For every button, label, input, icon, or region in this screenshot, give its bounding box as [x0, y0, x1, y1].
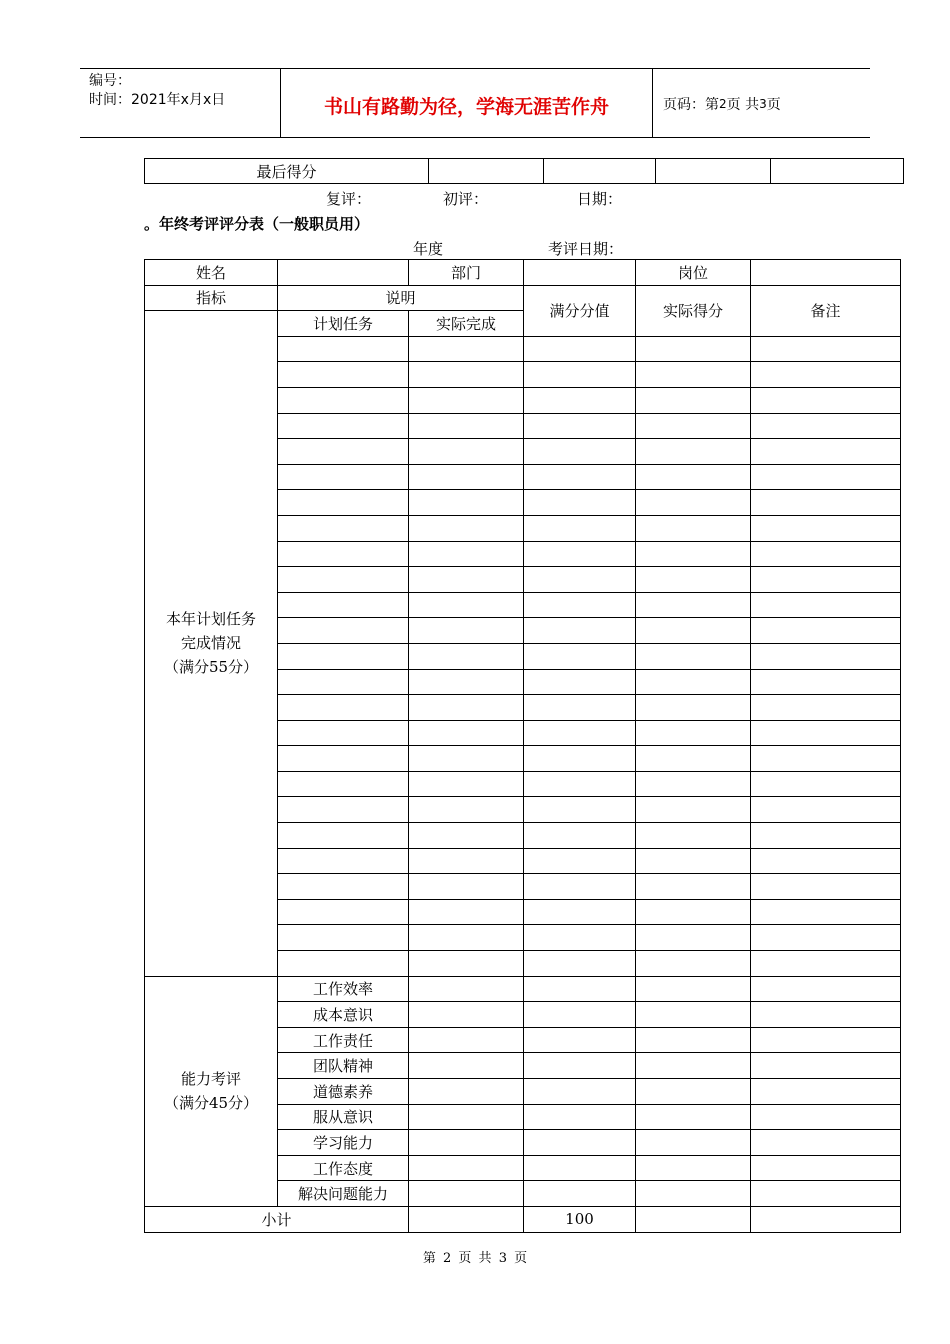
remark-cell[interactable]	[751, 1155, 901, 1181]
remark-cell[interactable]	[751, 515, 901, 541]
actual-score-cell[interactable]	[636, 1130, 751, 1156]
full-score-label: 满分分值	[524, 285, 636, 336]
actual-done-cell[interactable]	[409, 1155, 524, 1181]
remark-cell[interactable]	[751, 1079, 901, 1105]
planned-task-cell[interactable]	[278, 643, 409, 669]
remark-cell[interactable]	[751, 1002, 901, 1028]
planned-task-cell[interactable]	[278, 362, 409, 388]
planned-task-cell[interactable]	[278, 720, 409, 746]
full-score-cell[interactable]	[524, 1079, 636, 1105]
planned-task-cell[interactable]	[278, 823, 409, 849]
remark-cell[interactable]	[751, 1181, 901, 1207]
full-score-cell[interactable]	[524, 1053, 636, 1079]
actual-done-cell[interactable]	[409, 669, 524, 695]
final-score-cell[interactable]	[544, 159, 656, 184]
actual-score-cell[interactable]	[636, 1104, 751, 1130]
remark-cell[interactable]	[751, 413, 901, 439]
actual-score-cell[interactable]	[636, 336, 751, 362]
actual-done-cell[interactable]	[409, 387, 524, 413]
actual-done-cell[interactable]	[409, 490, 524, 516]
planned-task-cell[interactable]	[278, 848, 409, 874]
task-section-label: 本年计划任务 完成情况 （满分55分）	[145, 311, 278, 976]
subtotal-actual-cell[interactable]	[636, 1206, 751, 1232]
actual-done-label: 实际完成	[409, 311, 524, 337]
planned-task-cell[interactable]	[278, 771, 409, 797]
indicator-label: 指标	[145, 285, 278, 311]
actual-score-cell[interactable]	[636, 643, 751, 669]
full-score-cell[interactable]	[524, 823, 636, 849]
remark-cell[interactable]	[751, 1027, 901, 1053]
actual-done-cell[interactable]	[409, 515, 524, 541]
date-label: 日期：	[577, 190, 623, 208]
actual-score-cell[interactable]	[636, 669, 751, 695]
actual-score-cell[interactable]	[636, 413, 751, 439]
final-score-table	[144, 158, 904, 184]
remark-cell[interactable]	[751, 1130, 901, 1156]
full-score-cell[interactable]	[524, 925, 636, 951]
full-score-cell[interactable]	[524, 618, 636, 644]
planned-task-cell[interactable]	[278, 695, 409, 721]
actual-done-cell[interactable]	[409, 1104, 524, 1130]
planned-task-cell[interactable]	[278, 797, 409, 823]
remark-cell[interactable]	[751, 848, 901, 874]
planned-task-cell[interactable]	[278, 515, 409, 541]
ability-item-label: 学习能力	[278, 1130, 409, 1156]
full-score-cell[interactable]	[524, 362, 636, 388]
actual-score-cell[interactable]	[636, 720, 751, 746]
actual-score-cell[interactable]	[636, 1155, 751, 1181]
planned-task-cell[interactable]	[278, 874, 409, 900]
actual-score-cell[interactable]	[636, 592, 751, 618]
actual-score-cell[interactable]	[636, 797, 751, 823]
actual-done-cell[interactable]	[409, 362, 524, 388]
full-score-cell[interactable]	[524, 336, 636, 362]
remark-cell[interactable]	[751, 490, 901, 516]
full-score-cell[interactable]	[524, 490, 636, 516]
actual-score-cell[interactable]	[636, 567, 751, 593]
remark-cell[interactable]	[751, 797, 901, 823]
remark-cell[interactable]	[751, 464, 901, 490]
dept-label: 部门	[409, 260, 524, 286]
actual-score-cell[interactable]	[636, 899, 751, 925]
actual-done-cell[interactable]	[409, 413, 524, 439]
remark-cell[interactable]	[751, 899, 901, 925]
full-score-cell[interactable]	[524, 592, 636, 618]
actual-done-cell[interactable]	[409, 439, 524, 465]
page-footer: 第 2 页 共 3 页	[422, 1251, 528, 1266]
ability-item-label: 解决问题能力	[278, 1181, 409, 1207]
evaluation-table	[144, 259, 901, 1233]
ability-item-label: 工作效率	[278, 976, 409, 1002]
actual-done-cell[interactable]	[409, 1079, 524, 1105]
planned-task-cell[interactable]	[278, 669, 409, 695]
full-score-cell[interactable]	[524, 720, 636, 746]
dept-input-cell[interactable]	[524, 260, 636, 286]
post-input-cell[interactable]	[751, 260, 901, 286]
planned-task-label: 计划任务	[278, 311, 409, 337]
form-title: 。年终考评评分表（一般职员用）	[144, 215, 370, 233]
ability-item-label: 工作态度	[278, 1155, 409, 1181]
actual-score-label: 实际得分	[636, 285, 751, 336]
page-header	[80, 68, 870, 138]
ability-item-label: 道德素养	[278, 1079, 409, 1105]
full-score-cell[interactable]	[524, 567, 636, 593]
remark-cell[interactable]	[751, 643, 901, 669]
remark-cell[interactable]	[751, 771, 901, 797]
subtotal-remark-cell[interactable]	[751, 1206, 901, 1232]
actual-done-cell[interactable]	[409, 823, 524, 849]
remark-cell[interactable]	[751, 439, 901, 465]
planned-task-cell[interactable]	[278, 746, 409, 772]
full-score-cell[interactable]	[524, 874, 636, 900]
actual-done-cell[interactable]	[409, 771, 524, 797]
final-score-cell[interactable]	[771, 159, 904, 184]
full-score-cell[interactable]	[524, 695, 636, 721]
actual-done-cell[interactable]	[409, 1053, 524, 1079]
name-label: 姓名	[145, 260, 278, 286]
actual-done-cell[interactable]	[409, 848, 524, 874]
table-row	[145, 976, 901, 1002]
actual-score-cell[interactable]	[636, 362, 751, 388]
actual-done-cell[interactable]	[409, 1130, 524, 1156]
actual-score-cell[interactable]	[636, 387, 751, 413]
actual-done-cell[interactable]	[409, 592, 524, 618]
full-score-cell[interactable]	[524, 1027, 636, 1053]
remark-cell[interactable]	[751, 336, 901, 362]
actual-score-cell[interactable]	[636, 464, 751, 490]
actual-score-cell[interactable]	[636, 1079, 751, 1105]
planned-task-cell[interactable]	[278, 490, 409, 516]
subtotal-cell[interactable]	[409, 1206, 524, 1232]
actual-done-cell[interactable]	[409, 567, 524, 593]
actual-score-cell[interactable]	[636, 874, 751, 900]
final-score-label: 最后得分	[145, 159, 429, 184]
planned-task-cell[interactable]	[278, 592, 409, 618]
planned-task-cell[interactable]	[278, 541, 409, 567]
full-score-cell[interactable]	[524, 1155, 636, 1181]
remark-cell[interactable]	[751, 592, 901, 618]
serial-label: 编号：	[89, 73, 131, 89]
actual-score-cell[interactable]	[636, 823, 751, 849]
actual-done-cell[interactable]	[409, 541, 524, 567]
full-score-cell[interactable]	[524, 439, 636, 465]
actual-score-cell[interactable]	[636, 439, 751, 465]
actual-score-cell[interactable]	[636, 1027, 751, 1053]
actual-score-cell[interactable]	[636, 695, 751, 721]
planned-task-cell[interactable]	[278, 899, 409, 925]
full-score-cell[interactable]	[524, 413, 636, 439]
full-score-cell[interactable]	[524, 515, 636, 541]
actual-done-cell[interactable]	[409, 464, 524, 490]
planned-task-cell[interactable]	[278, 413, 409, 439]
full-score-cell[interactable]	[524, 669, 636, 695]
actual-score-cell[interactable]	[636, 746, 751, 772]
remark-cell[interactable]	[751, 541, 901, 567]
remark-cell[interactable]	[751, 387, 901, 413]
actual-done-cell[interactable]	[409, 618, 524, 644]
actual-done-cell[interactable]	[409, 1002, 524, 1028]
actual-score-cell[interactable]	[636, 1181, 751, 1207]
remark-cell[interactable]	[751, 1104, 901, 1130]
review-label: 复评：	[326, 190, 372, 208]
ability-item-label: 成本意识	[278, 1002, 409, 1028]
ability-item-label: 工作责任	[278, 1027, 409, 1053]
full-score-cell[interactable]	[524, 848, 636, 874]
actual-done-cell[interactable]	[409, 1027, 524, 1053]
remark-cell[interactable]	[751, 746, 901, 772]
final-score-cell[interactable]	[656, 159, 771, 184]
remark-cell[interactable]	[751, 823, 901, 849]
initial-review-label: 初评：	[443, 190, 489, 208]
actual-score-cell[interactable]	[636, 951, 751, 977]
actual-score-cell[interactable]	[636, 490, 751, 516]
full-score-cell[interactable]	[524, 899, 636, 925]
full-score-cell[interactable]	[524, 746, 636, 772]
actual-done-cell[interactable]	[409, 874, 524, 900]
planned-task-cell[interactable]	[278, 951, 409, 977]
actual-score-cell[interactable]	[636, 541, 751, 567]
remark-label: 备注	[751, 285, 901, 336]
actual-done-cell[interactable]	[409, 643, 524, 669]
subtotal-full-score: 100	[524, 1206, 636, 1232]
header-page-info: 页码：第 2 页 共 3 页	[663, 97, 781, 113]
remark-cell[interactable]	[751, 362, 901, 388]
remark-cell[interactable]	[751, 669, 901, 695]
remark-cell[interactable]	[751, 695, 901, 721]
planned-task-cell[interactable]	[278, 464, 409, 490]
final-score-cell[interactable]	[429, 159, 544, 184]
actual-done-cell[interactable]	[409, 336, 524, 362]
planned-task-cell[interactable]	[278, 618, 409, 644]
planned-task-cell[interactable]	[278, 336, 409, 362]
full-score-cell[interactable]	[524, 797, 636, 823]
actual-done-cell[interactable]	[409, 695, 524, 721]
remark-cell[interactable]	[751, 720, 901, 746]
actual-score-cell[interactable]	[636, 1053, 751, 1079]
actual-done-cell[interactable]	[409, 899, 524, 925]
time-line: 时间：2021年x月x日	[89, 92, 226, 108]
subtotal-label: 小计	[145, 1206, 409, 1232]
planned-task-cell[interactable]	[278, 567, 409, 593]
remark-cell[interactable]	[751, 567, 901, 593]
actual-score-cell[interactable]	[636, 515, 751, 541]
remark-cell[interactable]	[751, 874, 901, 900]
remark-cell[interactable]	[751, 976, 901, 1002]
full-score-cell[interactable]	[524, 976, 636, 1002]
actual-done-cell[interactable]	[409, 720, 524, 746]
full-score-cell[interactable]	[524, 771, 636, 797]
actual-done-cell[interactable]	[409, 976, 524, 1002]
remark-cell[interactable]	[751, 618, 901, 644]
actual-score-cell[interactable]	[636, 976, 751, 1002]
planned-task-cell[interactable]	[278, 439, 409, 465]
ability-item-label: 团队精神	[278, 1053, 409, 1079]
actual-score-cell[interactable]	[636, 1002, 751, 1028]
ability-section-label: 能力考评 （满分45分）	[145, 976, 278, 1206]
actual-score-cell[interactable]	[636, 771, 751, 797]
header-motto: 书山有路勤为径，学海无涯苦作舟	[281, 69, 653, 137]
actual-done-cell[interactable]	[409, 925, 524, 951]
full-score-cell[interactable]	[524, 643, 636, 669]
explain-label: 说明	[278, 285, 524, 311]
full-score-cell[interactable]	[524, 1181, 636, 1207]
remark-cell[interactable]	[751, 925, 901, 951]
full-score-cell[interactable]	[524, 464, 636, 490]
remark-cell[interactable]	[751, 951, 901, 977]
actual-score-cell[interactable]	[636, 848, 751, 874]
planned-task-cell[interactable]	[278, 925, 409, 951]
full-score-cell[interactable]	[524, 387, 636, 413]
planned-task-cell[interactable]	[278, 387, 409, 413]
full-score-cell[interactable]	[524, 1002, 636, 1028]
subtotal-row	[145, 1206, 901, 1232]
full-score-cell[interactable]	[524, 541, 636, 567]
full-score-cell[interactable]	[524, 1130, 636, 1156]
full-score-cell[interactable]	[524, 1104, 636, 1130]
header-meta	[80, 69, 281, 137]
post-label: 岗位	[636, 260, 751, 286]
full-score-cell[interactable]	[524, 951, 636, 977]
name-input-cell[interactable]	[278, 260, 409, 286]
actual-done-cell[interactable]	[409, 1181, 524, 1207]
eval-date-label: 考评日期：	[548, 240, 624, 258]
actual-done-cell[interactable]	[409, 746, 524, 772]
actual-score-cell[interactable]	[636, 618, 751, 644]
year-label: 年度	[413, 240, 444, 258]
ability-item-label: 服从意识	[278, 1104, 409, 1130]
actual-done-cell[interactable]	[409, 797, 524, 823]
actual-done-cell[interactable]	[409, 951, 524, 977]
remark-cell[interactable]	[751, 1053, 901, 1079]
actual-score-cell[interactable]	[636, 925, 751, 951]
